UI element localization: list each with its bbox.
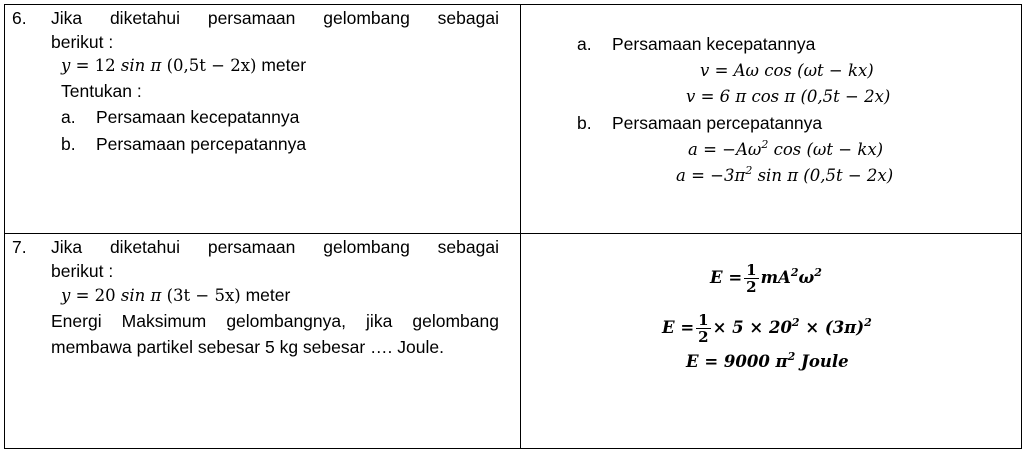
word: Energi xyxy=(51,311,102,331)
table-border-top xyxy=(4,4,1022,5)
superscript: 2 xyxy=(814,266,822,279)
equation-part: (0,5t − 2x) xyxy=(161,56,257,75)
question-text-line-2: membawa partikel sebesar 5 kg sebesar …. Joule. xyxy=(51,337,444,357)
wave-equation xyxy=(61,285,290,306)
superscript: 2 xyxy=(745,164,753,177)
superscript: 2 xyxy=(761,138,769,151)
word: persamaan xyxy=(207,237,296,257)
superscript: 2 xyxy=(791,316,800,329)
question-text-line xyxy=(51,311,499,331)
equation-part: E = 9000 π xyxy=(686,352,788,371)
equation-var: y xyxy=(61,286,71,305)
word: gelombang xyxy=(323,8,410,28)
tentukan-label: Tentukan : xyxy=(61,81,142,101)
energy-result xyxy=(686,352,849,372)
fraction-numerator: 1 xyxy=(746,261,757,279)
energy-formula xyxy=(710,258,822,298)
item-b-letter: b. xyxy=(61,134,76,154)
item-b-text: Persamaan percepatannya xyxy=(96,134,307,154)
acceleration-general-equation xyxy=(688,140,883,160)
word: sebagai xyxy=(437,8,499,28)
word: diketahui xyxy=(109,8,181,28)
item-a-letter: a. xyxy=(61,107,76,127)
equation-part: sin π (0,5t − 2x) xyxy=(752,166,894,185)
equation-part: sin π xyxy=(120,286,162,305)
word: Maksimum xyxy=(121,311,207,331)
word: diketahui xyxy=(109,237,181,257)
superscript: 2 xyxy=(787,350,796,363)
equation-part: mA xyxy=(760,268,791,287)
velocity-general-equation: v = Aω cos (ωt − kx) xyxy=(700,61,874,80)
question-number: 7. xyxy=(12,237,27,257)
item-a-text: Persamaan kecepatannya xyxy=(96,107,300,127)
acceleration-specific-equation xyxy=(676,166,893,186)
table-border-bottom xyxy=(4,448,1022,449)
equation-part: E = xyxy=(662,318,695,337)
superscript: 2 xyxy=(790,266,799,279)
answer-b-label: Persamaan percepatannya xyxy=(612,113,823,133)
equation-part: × 5 × 20 xyxy=(712,318,792,337)
question-intro-line xyxy=(51,8,499,28)
word: jika xyxy=(366,311,393,331)
table-border-left xyxy=(4,4,5,449)
fraction xyxy=(696,312,710,345)
fraction-numerator: 1 xyxy=(698,311,709,329)
question-intro-line-2: berikut : xyxy=(51,32,114,52)
word: sebagai xyxy=(437,237,499,257)
equation-unit: meter xyxy=(261,55,307,75)
table-border-right xyxy=(1021,4,1022,449)
fraction-denominator: 2 xyxy=(746,278,757,296)
superscript: 2 xyxy=(864,316,872,329)
equation-part: = 12 xyxy=(70,56,121,75)
equation-part: = 20 xyxy=(70,286,121,305)
energy-substitution xyxy=(662,308,872,348)
equation-unit: meter xyxy=(245,285,291,305)
word: gelombang xyxy=(412,311,499,331)
question-intro-line-2: berikut : xyxy=(51,261,114,281)
equation-part: E = xyxy=(710,268,743,287)
word: gelombang xyxy=(323,237,410,257)
answer-a-label: Persamaan kecepatannya xyxy=(612,34,816,54)
answer-a-letter: a. xyxy=(577,34,592,54)
wave-equation xyxy=(61,55,306,76)
equation-part: (3t − 5x) xyxy=(161,286,241,305)
question-number: 6. xyxy=(12,8,27,28)
answer-b-letter: b. xyxy=(577,113,592,133)
velocity-specific-equation: v = 6 π cos π (0,5t − 2x) xyxy=(686,87,891,106)
equation-part: sin π xyxy=(120,56,162,75)
row-divider xyxy=(4,233,1022,234)
word: Jika xyxy=(51,8,83,28)
equation-part: × (3π) xyxy=(799,318,865,337)
equation-part: ω xyxy=(798,268,815,287)
fraction xyxy=(744,262,758,295)
question-intro-line xyxy=(51,237,499,257)
equation-part: a = −Aω xyxy=(688,140,762,159)
column-divider xyxy=(520,4,521,449)
equation-part: cos (ωt − kx) xyxy=(768,140,884,159)
equation-part: a = −3π xyxy=(676,166,746,185)
word: persamaan xyxy=(207,8,296,28)
equation-part: Joule xyxy=(795,352,849,371)
word: Jika xyxy=(51,237,83,257)
equation-var: y xyxy=(61,56,71,75)
fraction-denominator: 2 xyxy=(698,328,709,346)
word: gelombangnya, xyxy=(226,311,346,331)
